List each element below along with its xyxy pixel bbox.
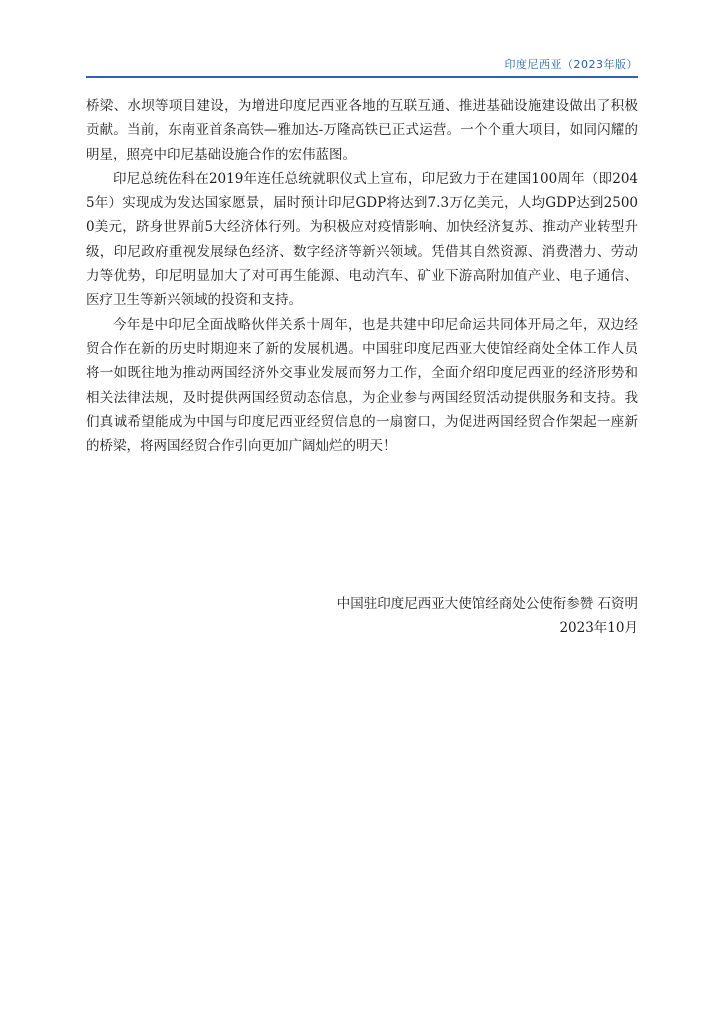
paragraph-continued: 桥梁、水坝等项目建设，为增进印度尼西亚各地的互联互通、推进基础设施建设做出了积极贡献。当前，东南亚首条高铁—雅加达-万隆高铁已正式运营。一个个重大项目，如同闪耀的明星，照亮中印尼基础设施合作的宏伟蓝图。 — [86, 98, 638, 163]
page-header — [86, 52, 638, 80]
signature-date: 2023年10月 — [559, 620, 638, 636]
paragraph: 印尼总统佐科在2019年连任总统就职仪式上宣布，印尼致力于在建国100周年（即2045年）实现成为发达国家愿景，届时预计印尼GDP将达到7.3万亿美元，人均GDP达到25000美元，跻身世界前5大经济体行列。为积极应对疫情影响、加快经济复苏、推动产业转型升级，印尼政府重视发展绿色经济、数字经济等新兴领域。凭借其自然资源、消费潜力、劳动力等优势，印尼明显加大了对可再生能源、电动汽车、矿业下游高附加值产业、电子通信、医疗卫生等新兴领域的投资和支持。 — [86, 170, 638, 309]
header-title: 印度尼西亚（2023年版） — [504, 58, 638, 71]
paragraph: 今年是中印尼全面战略伙伴关系十周年，也是共建中印尼命运共同体开局之年，双边经贸合作在新的历史时期迎来了新的发展机遇。中国驻印度尼西亚大使馆经商处全体工作人员将一如既往地为推动两国经济外交事业发展而努力工作，全面介绍印度尼西亚的经济形势和相关法律法规，及时提供两国经贸动态信息，为企业参与两国经贸活动提供服务和支持。我们真诚希望能成为中国与印度尼西亚经贸信息的一扇窗口，为促进两国经贸合作架起一座新的桥梁，将两国经贸合作引向更加广阔灿烂的明天！ — [86, 316, 638, 455]
header-rule — [86, 76, 638, 78]
signature-block — [337, 592, 638, 640]
signature-author: 中国驻印度尼西亚大使馆经商处公使衔参赞 石资明 — [336, 596, 638, 612]
body-text — [86, 94, 638, 458]
